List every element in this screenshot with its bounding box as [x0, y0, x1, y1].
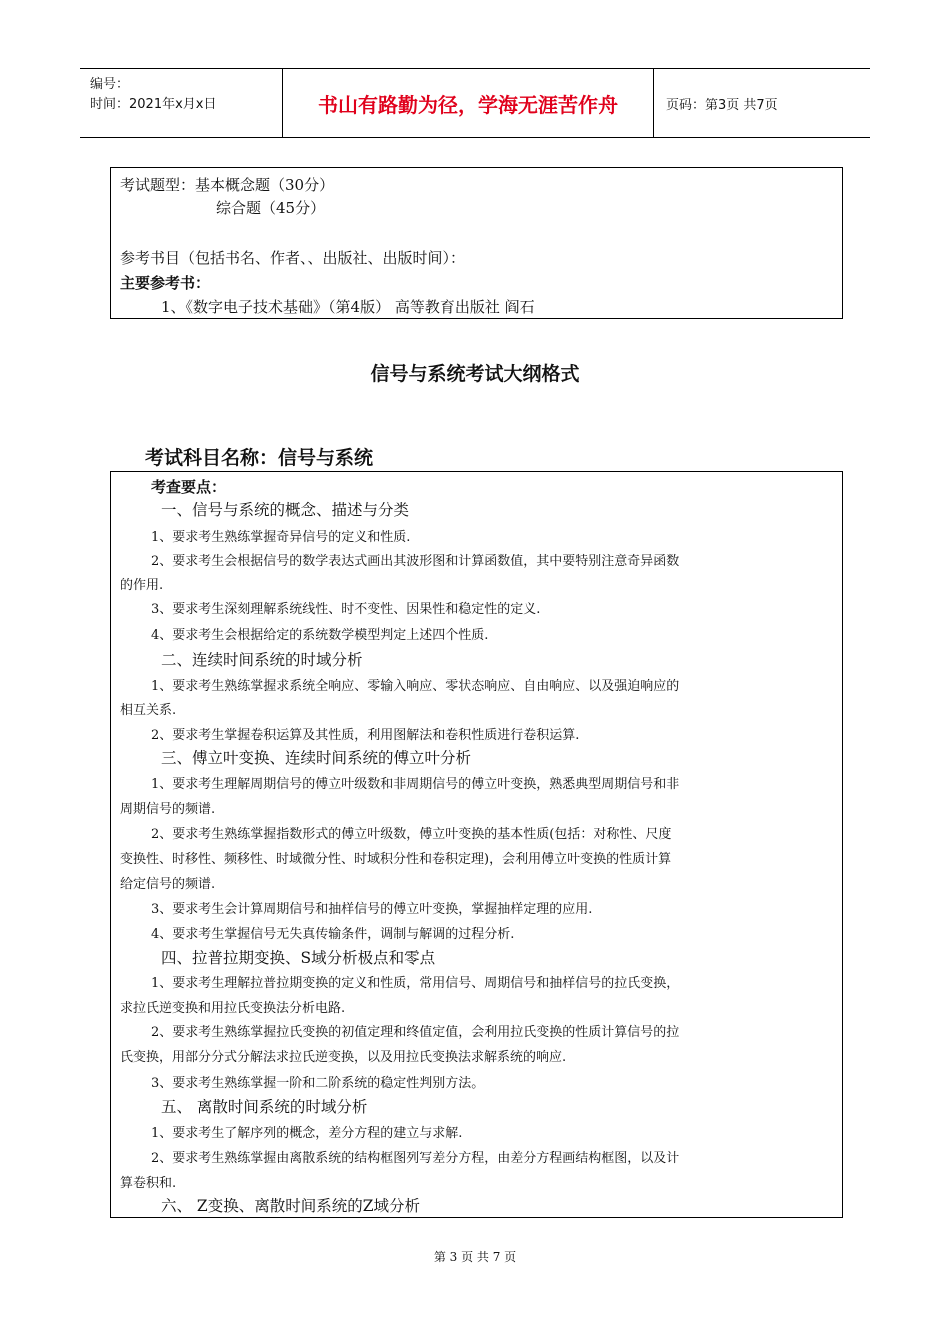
outline-line: 4、要求考生掌握信号无失真传输条件，调制与解调的过程分析. [151, 927, 515, 942]
outline-line: 周期信号的频谱. [120, 802, 216, 817]
time-label: 时间：2021年x月x日 [90, 97, 217, 112]
section-heading: 二、连续时间系统的时域分析 [161, 651, 363, 669]
outline-line: 3、要求考生会计算周期信号和抽样信号的傅立叶变换，掌握抽样定理的应用. [151, 902, 593, 917]
outline-line: 的作用. [120, 578, 164, 593]
outline-line: 求拉氏逆变换和用拉氏变换法分析电路. [120, 1001, 346, 1016]
reference-intro: 参考书目（包括书名、作者、、出版社、出版时间）： [120, 249, 466, 267]
outline-line: 算卷积和. [120, 1176, 177, 1191]
outline-line: 2、要求考生会根据信号的数学表达式画出其波形图和计算函数值，其中要特别注意奇异函数 [151, 554, 680, 569]
outline-line: 3、要求考生熟练掌握一阶和二阶系统的稳定性判别方法。 [151, 1076, 485, 1091]
number-label: 编号： [90, 77, 130, 92]
outline-line: 氏变换，用部分分式分解法求拉氏逆变换，以及用拉氏变换法求解系统的响应. [120, 1050, 567, 1065]
reference-item-1: 1、《数字电子技术基础》（第4版） 高等教育出版社 阎石 [161, 298, 535, 316]
outline-line: 1、要求考生理解拉普拉期变换的定义和性质，常用信号、周期信号和抽样信号的拉氏变换， [151, 976, 680, 991]
section-heading: 一、信号与系统的概念、描述与分类 [161, 501, 410, 519]
header-table [80, 68, 870, 138]
outline-line: 1、要求考生熟练掌握奇异信号的定义和性质. [151, 530, 411, 545]
document-title: 信号与系统考试大纲格式 [370, 363, 580, 385]
page-footer: 第 3 页 共 7 页 [433, 1250, 517, 1264]
outline-line: 2、要求考生熟练掌握由离散系统的结构框图列写差分方程，由差分方程画结构框图，以及计 [151, 1151, 680, 1166]
outline-line: 1、要求考生理解周期信号的傅立叶级数和非周期信号的傅立叶变换，熟悉典型周期信号和非 [151, 777, 680, 792]
slogan: 书山有路勤为径，学海无涯苦作舟 [283, 69, 654, 137]
outline-line: 给定信号的频谱. [120, 877, 216, 892]
outline-line: 3、要求考生深刻理解系统线性、时不变性、因果性和稳定性的定义. [151, 602, 541, 617]
outline-line: 2、要求考生熟练掌握拉氏变换的初值定理和终值定值，会利用拉氏变换的性质计算信号的拉 [151, 1025, 680, 1040]
page-info: 页码：第3页 共7页 [666, 98, 778, 113]
outline-line: 1、要求考生熟练掌握求系统全响应、零输入响应、零状态响应、自由响应、以及强迫响应的 [151, 679, 680, 694]
outline-line: 相互关系. [120, 703, 177, 718]
exam-info-box [110, 167, 843, 319]
section-heading: 六、 Z变换、离散时间系统的Z域分析 [161, 1197, 420, 1215]
header-meta-cell [80, 69, 283, 137]
section-heading: 三、傅立叶变换、连续时间系统的傅立叶分析 [161, 749, 472, 767]
exam-type-line-1: 考试题型：基本概念题（30分） [120, 176, 335, 194]
outline-line: 变换性、时移性、频移性、时域微分性、时域积分性和卷积定理)，会利用傅立叶变换的性质计算 [120, 852, 672, 867]
outline-line: 2、要求考生掌握卷积运算及其性质，利用图解法和卷积性质进行卷积运算. [151, 728, 580, 743]
outline-box [110, 471, 843, 1218]
section-heading: 四、拉普拉期变换、S域分析极点和零点 [161, 949, 436, 967]
outline-line: 2、要求考生熟练掌握指数形式的傅立叶级数，傅立叶变换的基本性质(包括：对称性、尺度 [151, 827, 672, 842]
main-reference-label: 主要参考书： [120, 274, 211, 292]
outline-line: 1、要求考生了解序列的概念，差分方程的建立与求解. [151, 1126, 463, 1141]
outline-line: 4、要求考生会根据给定的系统数学模型判定上述四个性质. [151, 628, 489, 643]
outline-heading: 考查要点： [151, 478, 227, 496]
subject-title: 考试科目名称：信号与系统 [145, 447, 374, 469]
exam-type-line-2: 综合题（45分） [216, 199, 326, 217]
section-heading: 五、 离散时间系统的时域分析 [161, 1098, 368, 1116]
